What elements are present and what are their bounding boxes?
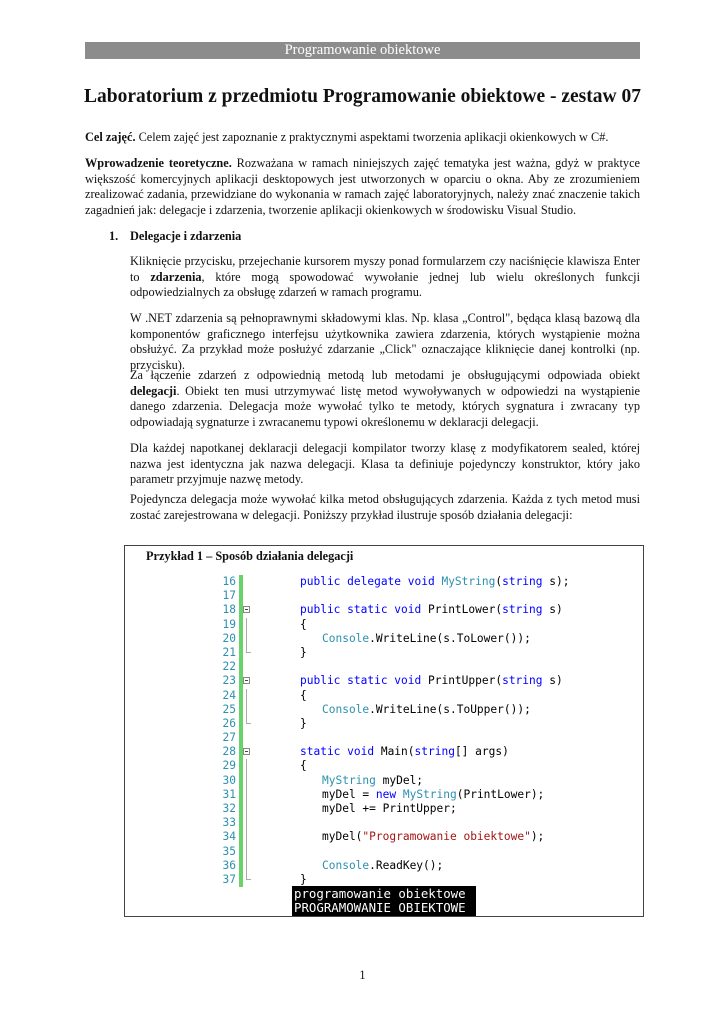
code-text: myDel(: [322, 830, 363, 844]
line-number: 31: [222, 787, 236, 801]
code-line: [206, 830, 545, 844]
code-type: Console: [322, 631, 370, 645]
line-number: 27: [222, 731, 236, 745]
code-type: Console: [322, 858, 370, 872]
code-keyword: public static void: [300, 674, 428, 688]
line-number: 21: [222, 645, 236, 659]
code-line: [206, 575, 570, 589]
code-line: [206, 774, 526, 788]
code-text: .WriteLine(s.ToUpper());: [369, 702, 531, 716]
line-number: 32: [222, 802, 236, 815]
code-line: [206, 674, 563, 688]
code-text: }: [300, 872, 307, 886]
code-keyword: static void: [300, 745, 381, 759]
paragraph-text: . Obiekt ten musi utrzymywać listę metod wywoływanych w odpowiedzi na wystąpienie danego zdarzenia. Delegacja może wywołać tylko te metody, których sygnatura i zwracany typ odpowiadają sygnaturze i zwracanemu typowi określonemu w deklaracji delegacji.: [130, 383, 640, 429]
page-number: 1: [359, 968, 366, 982]
paragraph-text: Za łączenie zdarzeń z odpowiednią metodą lub metodami je obsługującymi odpowiada obiekt: [130, 368, 640, 382]
code-line: [206, 787, 545, 802]
code-keyword: public static void: [300, 603, 428, 617]
code-line: [206, 802, 526, 816]
line-number: 25: [222, 702, 236, 716]
code-text: s): [542, 603, 563, 617]
code-text: {: [300, 617, 307, 631]
code-string: "Programowanie obiektowe": [362, 830, 531, 844]
code-line: [206, 689, 526, 703]
code-line: [206, 873, 526, 887]
code-keyword: string: [414, 745, 455, 759]
code-line: [206, 759, 526, 773]
code-text: (: [495, 575, 503, 588]
code-line: [206, 845, 526, 859]
code-text: Main(: [380, 745, 415, 759]
code-text: myDel;: [375, 773, 424, 787]
code-keyword: string: [502, 603, 543, 617]
code-line: [206, 717, 526, 731]
page-title: Laboratorium z przedmiotu Programowanie obiektowe - zestaw 07: [84, 86, 641, 107]
console-line: PROGRAMOWANIE OBIEKTOWE: [294, 900, 466, 915]
paragraph-events: [130, 254, 640, 301]
section-heading: [109, 229, 241, 244]
line-number: 34: [222, 830, 236, 844]
line-number: 22: [222, 660, 236, 674]
code-text: myDel =: [322, 787, 376, 801]
collapse-icon[interactable]: [243, 748, 250, 755]
line-number: 28: [222, 745, 236, 759]
line-number: 30: [222, 773, 236, 787]
goal-paragraph: [85, 130, 640, 146]
code-text: }: [300, 645, 307, 659]
bold-term: zdarzenia: [150, 269, 202, 284]
paragraph-delegates: [130, 368, 640, 430]
console-line: programowanie obiektowe: [294, 886, 466, 901]
running-header: Programowanie obiektowe: [85, 42, 640, 59]
paragraph-text: Kliknięcie przycisku, przejechanie kursorem myszy ponad formularzem czy naciśnięcie klawisza Enter to: [130, 254, 640, 284]
code-line: [206, 816, 526, 830]
code-text: .WriteLine(s.ToLower());: [369, 631, 531, 645]
collapse-icon[interactable]: [243, 677, 250, 684]
section-title: Delegacje i zdarzenia: [130, 229, 242, 243]
code-line: [206, 631, 531, 646]
example-title: Przykład 1 – Sposób działania delegacji: [146, 549, 354, 563]
code-text: PrintLower(: [427, 603, 503, 617]
line-number: 23: [222, 674, 236, 688]
code-text: );: [530, 830, 545, 844]
intro-label: Wprowadzenie teoretyczne.: [85, 156, 232, 170]
code-type: Console: [322, 702, 370, 716]
code-keyword: string: [502, 575, 543, 588]
paragraph-text: , które mogą spowodować wywołanie jednej lub wielu określonych funkcji odpowiedzialnych za obsługę zdarzeń w ramach programu.: [130, 269, 640, 300]
code-line: [206, 646, 526, 660]
line-number: 35: [222, 844, 236, 858]
line-number: 19: [222, 617, 236, 631]
code-keyword: string: [502, 674, 543, 688]
intro-text: Rozważana w ramach niniejszych zajęć tematyka jest ważna, gdyż w praktyce większość komercyjnych aplikacji desktopowych jest utworzonych w oparciu o okna. Aby ze zrozumieniem zrealizować zadania, przewidziane do wykonania w ramach zajęć laboratoryjnych, należy znać znaczenie takich zagadnień jak: delegacje i zdarzenia, tworzenie aplikacji okienkowych w środowisku Visual Studio.: [85, 156, 640, 217]
bold-term: delegacji: [130, 383, 177, 398]
code-line: [206, 702, 531, 717]
code-text: [] args): [454, 745, 509, 759]
code-text: (PrintLower);: [456, 787, 545, 801]
line-number: 33: [222, 816, 236, 830]
code-text: {: [300, 688, 307, 702]
code-line: [206, 859, 526, 873]
goal-text: Celem zajęć jest zapoznanie z praktycznymi aspektami tworzenia aplikacji okienkowych w C#.: [135, 130, 609, 144]
code-type: MyString: [402, 787, 457, 801]
code-keyword: new: [375, 787, 403, 801]
collapse-icon[interactable]: [243, 606, 250, 613]
code-type: MyString: [441, 575, 496, 588]
line-number: 26: [222, 716, 236, 730]
line-number: 16: [222, 575, 236, 588]
line-number: 29: [222, 759, 236, 773]
paragraph-compiler: Dla każdej napotkanej deklaracji delegacji kompilator tworzy klasę z modyfikatorem sealed, której nazwa jest identyczna jak nazwa delegacji. Klasa ta definiuje pojedynczy konstruktor, który jako parametr przyjmuje nazwę metody.: [130, 441, 640, 487]
line-number: 36: [222, 858, 236, 872]
code-line: [206, 660, 526, 674]
code-text: .ReadKey();: [369, 858, 444, 872]
code-text: s);: [542, 575, 570, 588]
code-line: [206, 745, 526, 759]
line-number: 20: [222, 631, 236, 645]
code-listing: [206, 575, 570, 887]
intro-paragraph: [85, 156, 640, 218]
code-line: [206, 618, 526, 632]
paragraph-multicast: Pojedyncza delegacja może wywołać kilka metod obsługujących zdarzenia. Każda z tych metod musi zostać zarejestrowana w delegacji. Poniższy przykład ilustruje sposób działania delegacji:: [130, 492, 640, 522]
code-text: {: [300, 759, 307, 773]
code-type: MyString: [322, 773, 376, 787]
line-number: 17: [222, 589, 236, 603]
line-number: 18: [222, 603, 236, 617]
code-text: myDel += PrintUpper;: [322, 802, 457, 815]
line-number: 37: [222, 872, 236, 886]
code-text: PrintUpper(: [427, 674, 503, 688]
code-line: [206, 589, 526, 603]
code-line: [206, 603, 563, 617]
paragraph-dotnet: W .NET zdarzenia są pełnoprawnymi składowymi klas. Np. klasa „Control", będąca klasą bazową dla komponentów graficznego interfejsu użytkownika zawiera zdarzenia, których wystąpienie można obsłużyć. Za przykład może posłużyć zdarzanie „Click" oznaczające kliknięcie danej kontrolki (np. przycisku).: [130, 311, 640, 372]
code-text: }: [300, 716, 307, 730]
goal-label: Cel zajęć.: [85, 130, 136, 144]
code-text: s): [542, 674, 563, 688]
line-number: 24: [222, 688, 236, 702]
code-line: [206, 731, 526, 745]
console-output: [292, 886, 476, 916]
code-keyword: public delegate void: [300, 575, 442, 588]
section-number: 1.: [109, 229, 119, 243]
